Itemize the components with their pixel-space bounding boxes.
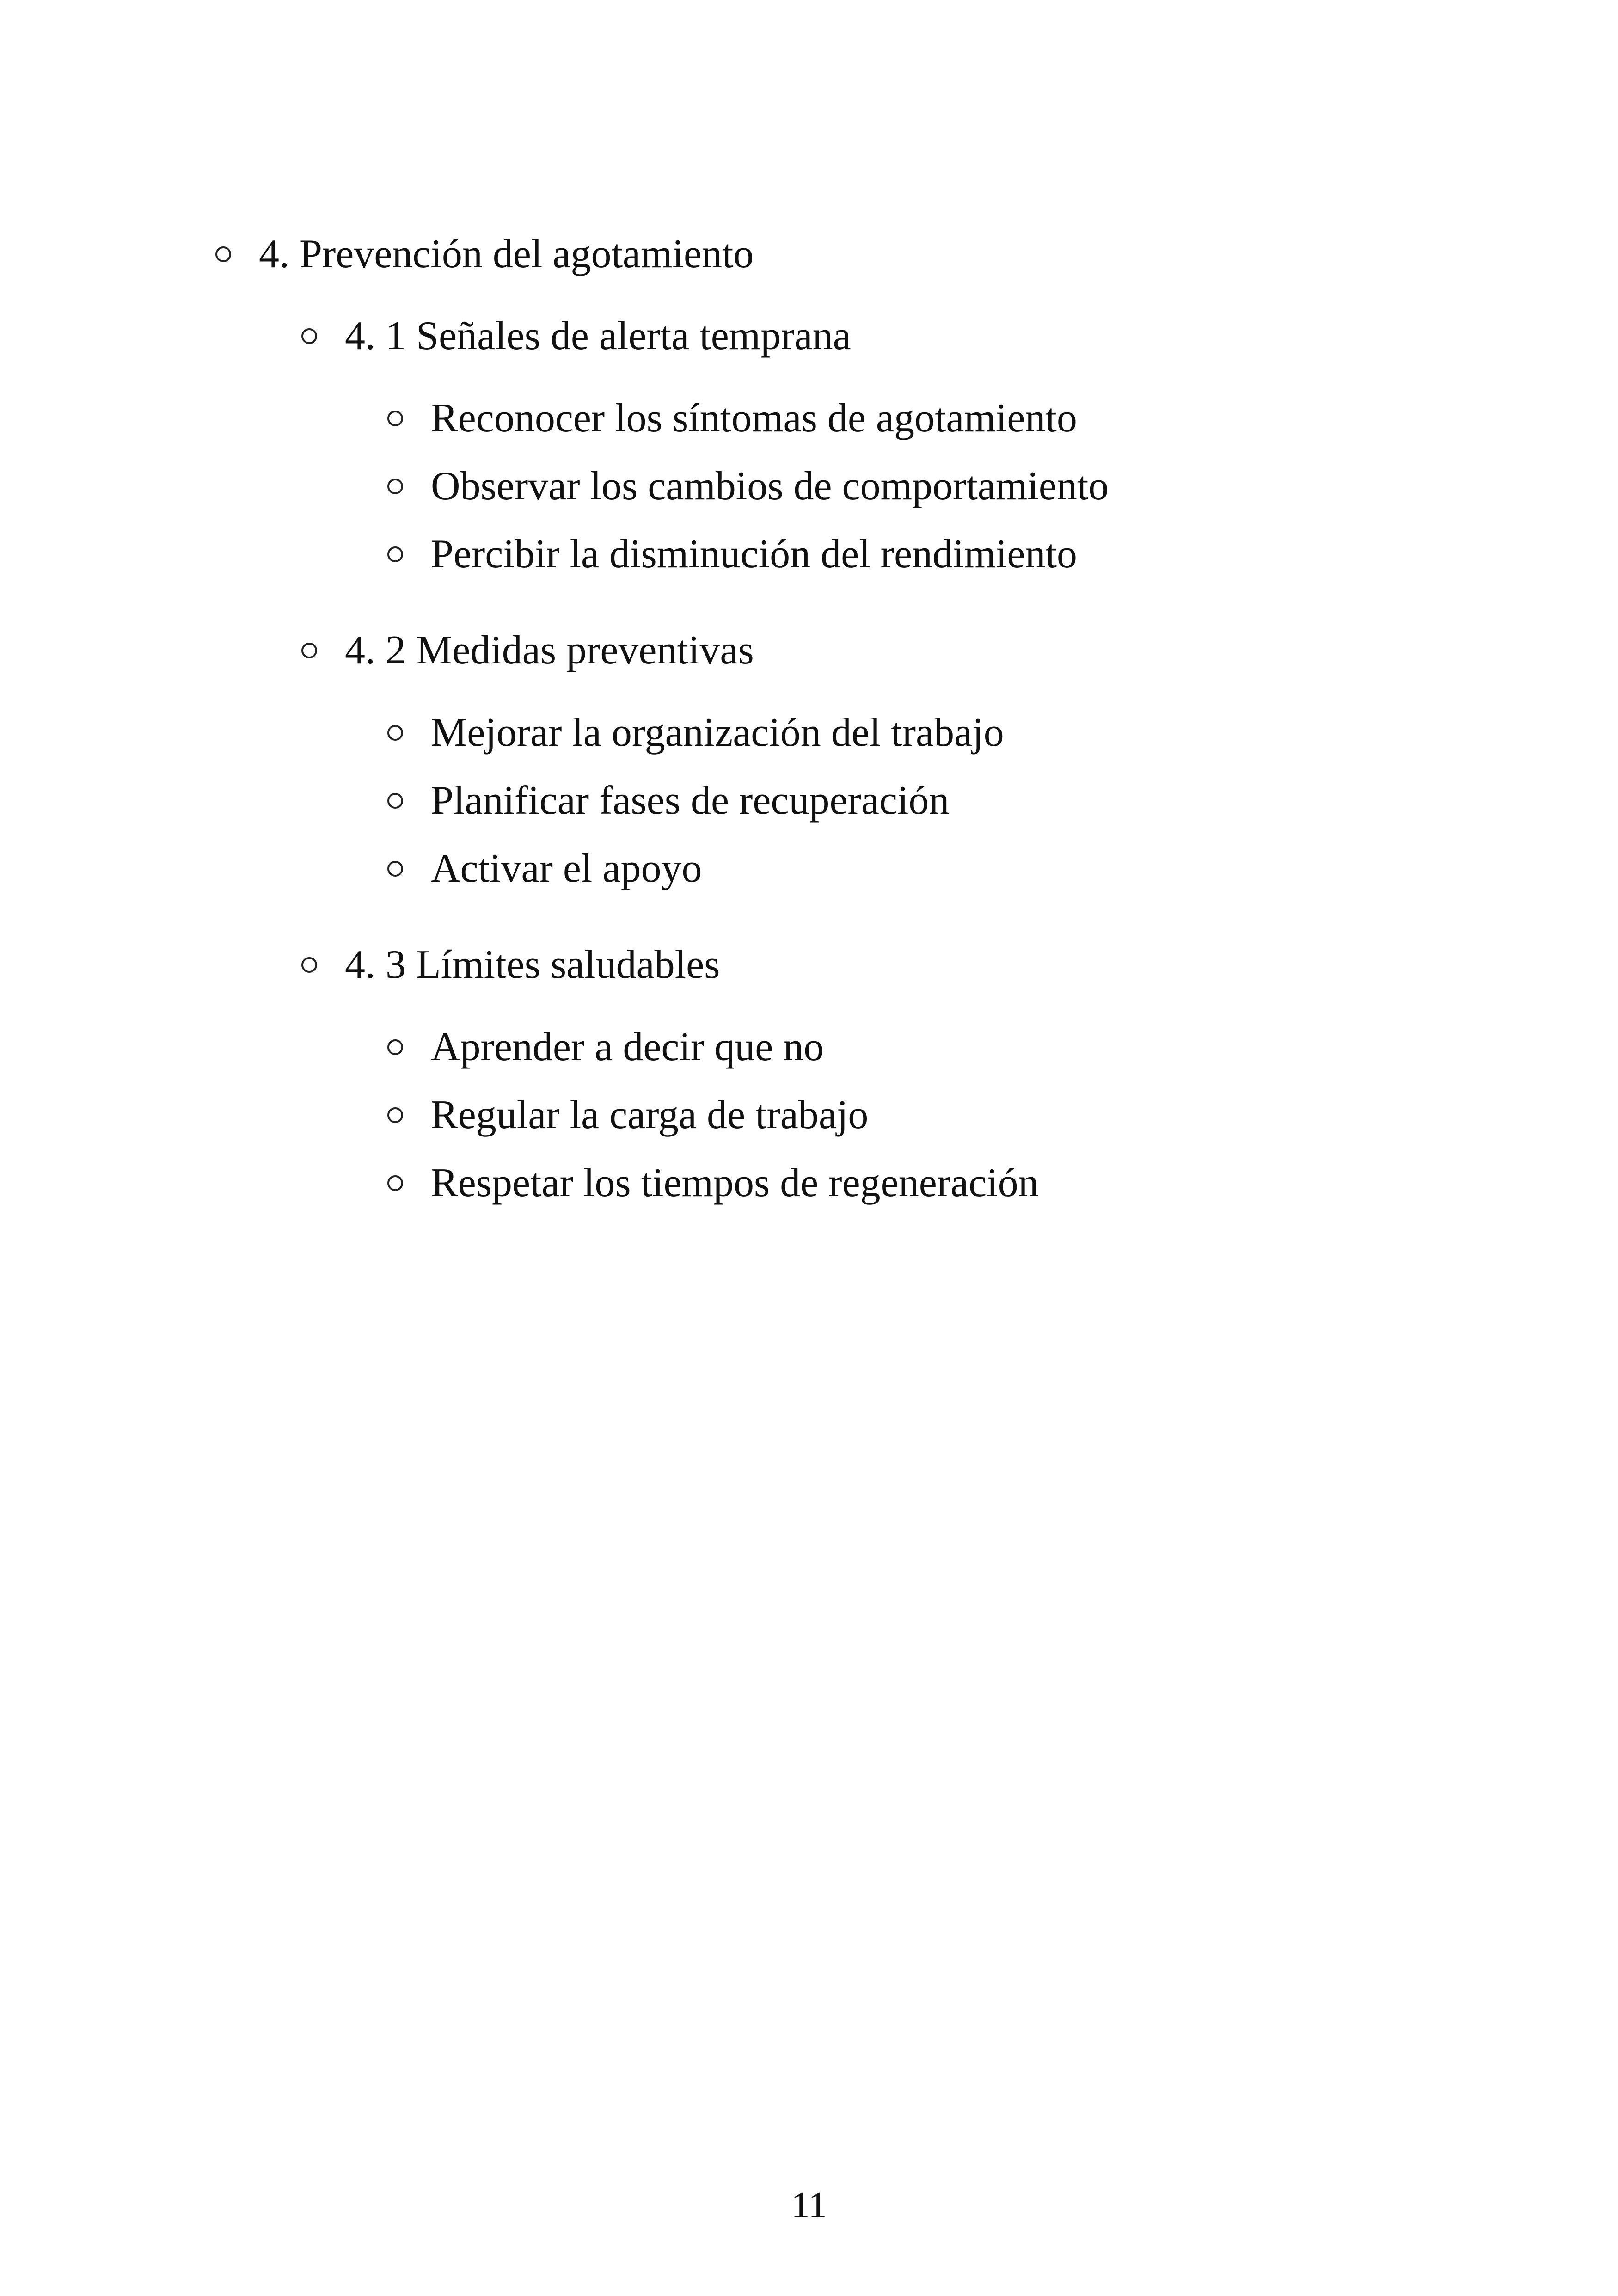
section-title-row [301,308,851,364]
list-item-text: Respetar los tiempos de regeneración [431,1160,1039,1205]
list-item-text: Activar el apoyo [431,846,702,891]
circle-bullet-icon [301,328,317,344]
list-item [387,1087,868,1143]
list-item [387,841,702,896]
list-item [387,391,1077,446]
list-item-text: Reconocer los síntomas de agotamiento [431,396,1077,441]
page-number: 11 [791,2185,827,2226]
list-item-text: Mejorar la organización del trabajo [431,710,1004,755]
section-title: 4. 2 Medidas preventivas [345,628,754,673]
circle-bullet-icon [301,643,317,658]
circle-bullet-icon [301,957,317,973]
list-item-text: Aprender a decir que no [431,1025,824,1069]
circle-bullet-icon [387,546,403,562]
circle-bullet-icon [387,1175,403,1191]
list-item [387,527,1077,582]
outline-heading-row [215,227,754,282]
circle-bullet-icon [387,793,403,809]
section-title-row [301,623,754,678]
section-title-row [301,937,720,993]
list-item [387,459,1109,514]
circle-bullet-icon [387,725,403,741]
list-item-text: Percibir la disminución del rendimiento [431,532,1077,577]
list-item-text: Planificar fases de recuperación [431,778,950,823]
list-item [387,1019,824,1075]
circle-bullet-icon [387,479,403,494]
circle-bullet-icon [387,1039,403,1055]
list-item-text: Observar los cambios de comportamiento [431,464,1109,509]
circle-bullet-icon [387,411,403,426]
section-title: 4. 3 Límites saludables [345,942,720,987]
list-item [387,773,949,829]
list-item [387,1155,1039,1211]
circle-bullet-icon [387,861,403,877]
outline-heading: 4. Prevención del agotamiento [259,232,754,276]
circle-bullet-icon [215,246,231,262]
section-title: 4. 1 Señales de alerta temprana [345,313,851,358]
list-item [387,705,1004,761]
circle-bullet-icon [387,1107,403,1123]
list-item-text: Regular la carga de trabajo [431,1093,869,1137]
